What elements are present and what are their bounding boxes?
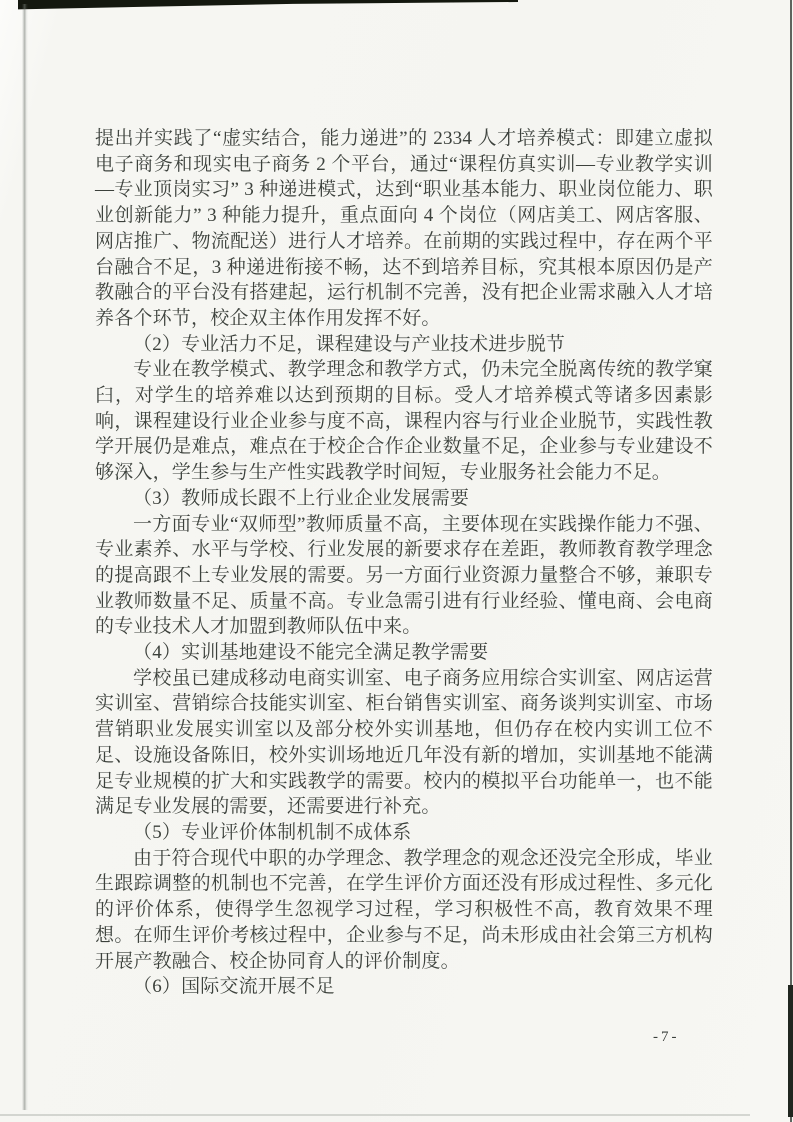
section-heading-6: （6）国际交流开展不足 — [133, 976, 335, 998]
paragraph-section-3: 一方面专业“双师型”教师质量不高，主要体现在实践操作能力不强、专业素养、水平与学校、行业发展的新要求存在差距，教师教育教学理念的提高跟不上专业发展的需要。另一方面行业资源力量整合不够，兼职专业教师数量不足、质量不高。专业急需引进有行业经验、懂电商、会电商的专业技术人才加盟到教师队伍中来。 — [95, 513, 713, 638]
paragraph-continuation: 提出并实践了“虚实结合，能力递进”的 2334 人才培养模式：即建立虚拟电子商务和现实电子商务 2 个平台，通过“课程仿真实训—专业教学实训—专业顶岗实习” 3 种递进模式，达到“职业基本能力、职业岗位能力、职业创新能力” 3 种能力提升，重点面向 4 个岗位（网店美工、网店客服、网店推广、物流配送）进行人才培养。在前期的实践过程中，存在两个平台融合不足，3 种递进衔接不畅，达不到培养目标，究其根本原因仍是产教融合的平台没有搭建起，运行机制不完善，没有把企业需求融入人才培养各个环节，校企双主体作用发挥不好。 — [95, 128, 713, 329]
page-binding-crease — [22, 4, 28, 1110]
section-heading-5: （5）专业评价体制机制不成体系 — [133, 821, 412, 843]
section-heading-4: （4）实训基地建设不能完全满足教学需要 — [133, 642, 489, 664]
document-text-column — [95, 126, 713, 1000]
paragraph-section-5: 由于符合现代中职的办学理念、教学理念的观念还没完全形成，毕业生跟踪调整的机制也不完善，在学生评价方面还没有形成过程性、多元化的评价体系，使得学生忽视学习过程，学习积极性不高，教育效果不理想。在师生评价考核过程中，企业参与不足，尚未形成由社会第三方机构开展产教融合、校企协同育人的评价制度。 — [95, 847, 713, 972]
page-number: -7- — [653, 1029, 680, 1045]
scan-right-edge-shadow — [788, 985, 793, 1117]
section-heading-3: （3）教师成长跟不上行业企业发展需要 — [133, 487, 470, 509]
scan-right-edge-line — [790, 0, 792, 1122]
section-heading-2: （2）专业活力不足，课程建设与产业技术进步脱节 — [133, 333, 566, 355]
scan-bottom-edge-line — [0, 1114, 750, 1116]
paragraph-section-2: 专业在教学模式、教学理念和教学方式，仍未完全脱离传统的教学窠臼，对学生的培养难以达到预期的目标。受人才培养模式等诸多因素影响，课程建设行业企业参与度不高，课程内容与行业企业脱节，实践性教学开展仍是难点，难点在于校企合作企业数量不足，企业参与专业建设不够深入，学生参与生产性实践教学时间短，专业服务社会能力不足。 — [95, 359, 713, 484]
paragraph-section-4: 学校虽已建成移动电商实训室、电子商务应用综合实训室、网店运营实训室、营销综合技能实训室、柜台销售实训室、商务谈判实训室、市场营销职业发展实训室以及部分校外实训基地，但仍存在校内实训工位不足、设施设备陈旧，校外实训场地近几年没有新的增加，实训基地不能满足专业规模的扩大和实践教学的需要。校内的模拟平台功能单一，也不能满足专业发展的需要，还需要进行补充。 — [95, 667, 713, 818]
